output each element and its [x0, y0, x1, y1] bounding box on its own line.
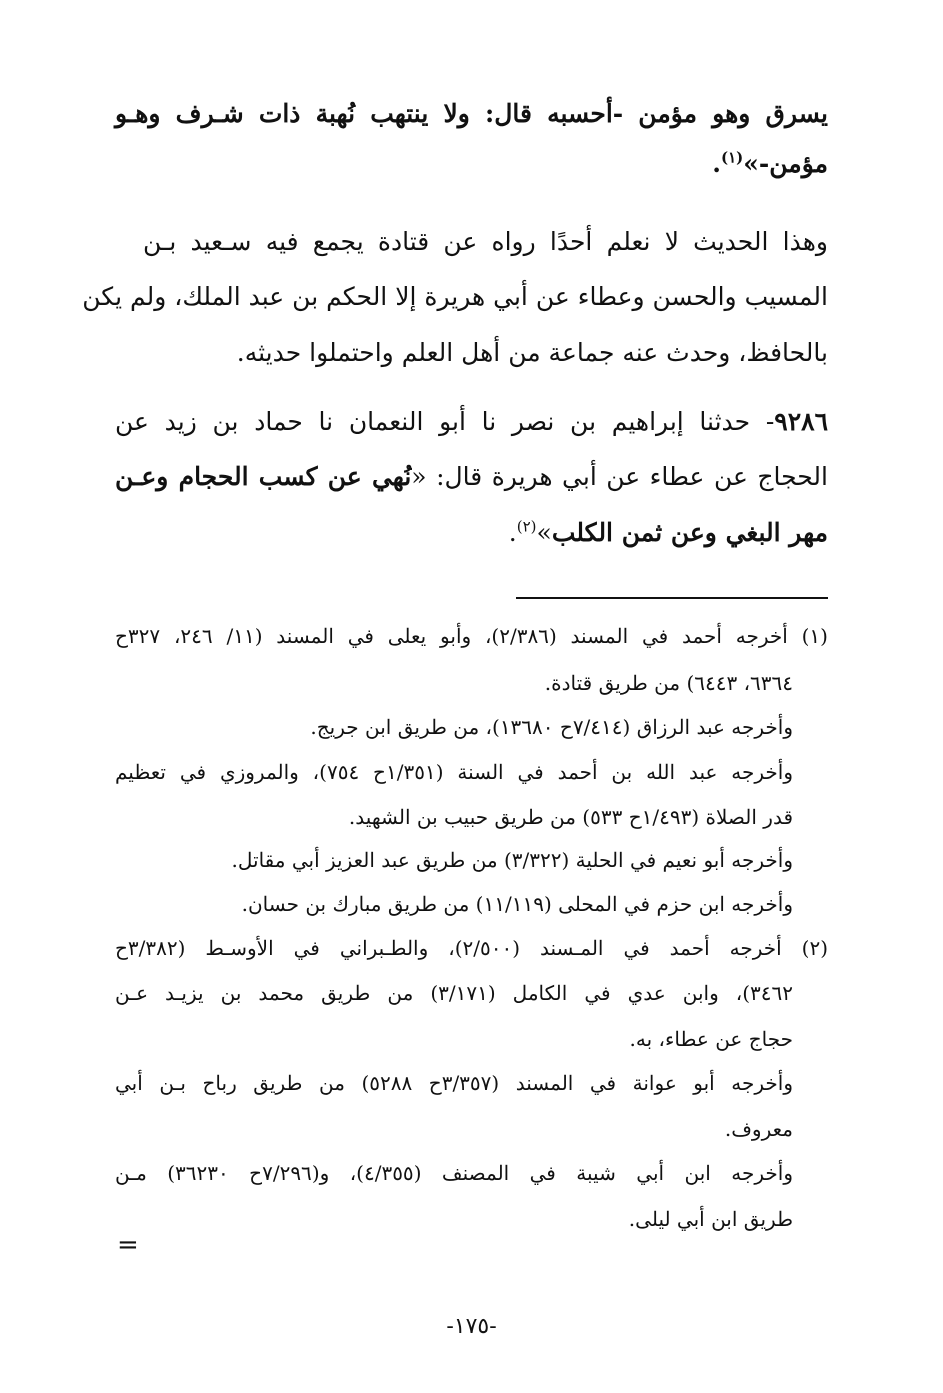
hadith-line-2-end: . — [712, 149, 721, 178]
commentary-line-1-text: وهذا الحديث لا نعلم أحدًا رواه عن قتادة يجمع فيه سـعيد بـن — [143, 227, 828, 256]
hadith-9286-line-1 — [115, 409, 828, 434]
hadith-9286-line-2-plain: الحجاج عن عطاء عن أبي هريرة قال: « — [411, 462, 828, 491]
footnote-1-line-1: (١) أخرجه أحمد في المسند (٢/٣٨٦)، وأبو يعلى في المسند (١١/ ٢٤٦، ٣٢٧ح — [115, 624, 828, 648]
hadith-9286-line-1-rest: - حدثنا إبراهيم بن نصر نا أبو النعمان نا حماد بن زيد عن — [115, 407, 775, 436]
footnote-ref-1: (١) — [720, 148, 744, 167]
hadith-line-2-text: مؤمن-» — [743, 149, 828, 178]
continuation-mark: = — [117, 1230, 139, 1260]
commentary-line-2: المسيب والحسن وعطاء عن أبي هريرة إلا الحكم بن عبد الملك، ولم يكن — [82, 282, 828, 311]
footnote-1-line-5: قدر الصلاة (١/٤٩٣ح ٥٣٣) من طريق حبيب بن الشهيد. — [348, 805, 793, 829]
footnote-2-line-4: وأخرجه أبو عوانة في المسند (٣/٣٥٧ح ٥٢٨٨) من طريق رباح بـن أبي — [115, 1071, 793, 1095]
hadith-9286-line-3-bold: مهر البغي وعن ثمن الكلب — [551, 518, 828, 547]
footnote-1-line-2: ٦٣٦٤، ٦٤٤٣) من طريق قتادة. — [544, 671, 793, 695]
footnote-1-line-6: وأخرجه أبو نعيم في الحلية (٣/٣٢٢) من طريق عبد العزيز أبي مقاتل. — [231, 848, 793, 872]
page-number: -١٧٥- — [446, 1314, 497, 1339]
hadith-9286-line-2-bold: نُهي عن كسب الحجام وعـن — [115, 462, 412, 491]
footnote-1-line-4: وأخرجه عبد الله بن أحمد في السنة (١/٣٥١ح ٧٥٤)، والمروزي في تعظيم — [115, 760, 793, 784]
hadith-9286-line-3-end: . — [508, 518, 517, 547]
hadith-line-2 — [115, 148, 828, 178]
footnote-1-line-7: وأخرجه ابن حزم في المحلى (١١/١١٩) من طريق مبارك بن حسان. — [241, 892, 793, 916]
footnote-2-line-2: ٣٤٦٢)، وابن عدي في الكامل (٣/١٧١) من طريق محمد بن يزيـد عـن — [115, 981, 793, 1005]
footnote-2-line-3: حجاج عن عطاء، به. — [629, 1027, 793, 1051]
commentary-line-3: بالحافظ، وحدث عنه جماعة من أهل العلم واحتملوا حديثه. — [236, 338, 828, 367]
footnote-separator — [516, 597, 828, 599]
footnote-ref-2: (٢) — [516, 517, 537, 536]
hadith-line-1: يسرق وهو مؤمن -أحسبه قال: ولا ينتهب نُهبة ذات شـرف وهـو — [115, 99, 828, 128]
hadith-9286-line-3 — [115, 517, 828, 547]
hadith-number: ٩٢٨٦ — [774, 407, 828, 436]
footnote-2-line-6: وأخرجه ابن أبي شيبة في المصنف (٤/٣٥٥)، و(٧/٢٩٦ح ٣٦٢٣٠) مـن — [115, 1161, 793, 1185]
hadith-9286-line-2 — [115, 464, 828, 489]
footnote-2-line-5: معروف. — [724, 1117, 793, 1141]
footnote-2-line-7: طريق ابن أبي ليلى. — [628, 1207, 793, 1231]
commentary-line-1 — [115, 229, 828, 254]
hadith-9286-line-3-close: » — [536, 518, 552, 547]
footnote-2-line-1: (٢) أخرجه أحمد في المـسند (٢/٥٠٠)، والطـبراني في الأوسـط (٣/٣٨٢ح — [115, 936, 828, 960]
footnote-1-line-3: وأخرجه عبد الرزاق (٧/٤١٤ح ١٣٦٨٠)، من طريق ابن جريج. — [310, 715, 793, 739]
